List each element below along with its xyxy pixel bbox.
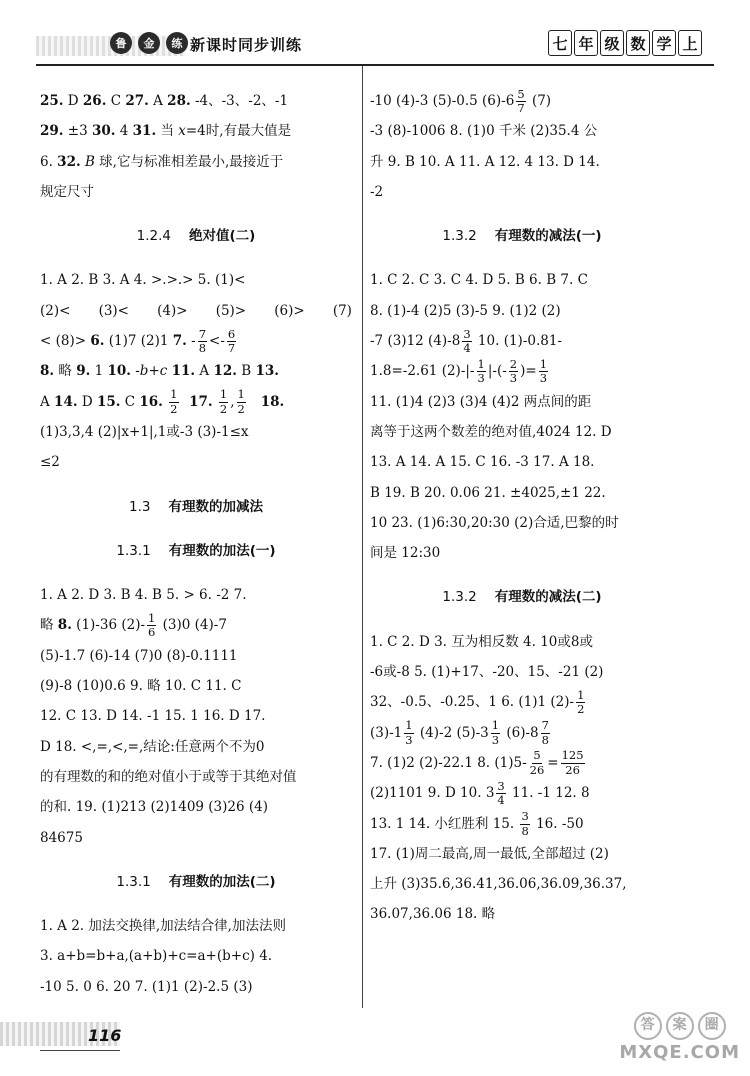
fraction: $\frac{1}{2}$ <box>237 387 245 416</box>
answer-line: (5)-1.7 (6)-14 (7)0 (8)-0.1111 <box>40 647 238 664</box>
answer-line: 32、-0.5、-0.25、1 6. (1)1 (2)- $\frac{1}{2}$ <box>370 687 585 717</box>
fraction: $\frac{5}{7}$ <box>517 86 525 115</box>
grade-char: 七 <box>548 30 572 56</box>
logo-char-icon: 金 <box>138 32 160 54</box>
fraction: $\frac{5}{26}$ <box>529 748 545 777</box>
answer-line: 11. (1)4 (2)3 (3)4 (4)2 两点间的距 <box>370 393 592 410</box>
answer-line: 3. a+b=b+a,(a+b)+c=a+(b+c) 4. <box>40 948 273 965</box>
fraction: $\frac{1}{2}$ <box>170 387 178 416</box>
answer-line: -3 (8)-1006 8. (1)0 千米 (2)35.4 公 <box>370 123 598 140</box>
answer-line: D 18. <,=,<,=,结论:任意两个不为0 <box>40 738 265 755</box>
answer-line: 1. A 2. B 3. A 4. >.>.> 5. (1)< <box>40 272 246 289</box>
section-heading: 1.3.1 有理数的加法(二) <box>116 873 276 890</box>
column-divider <box>362 66 363 1008</box>
answer-line: 17. (1)周二最高,周一最低,全部超过 (2) <box>370 845 609 862</box>
logo-char-icon: 练 <box>166 32 188 54</box>
answer-line: 1. C 2. D 3. 互为相反数 4. 10或8或 <box>370 633 593 650</box>
section-heading: 1.2.4 绝对值(二) <box>136 228 256 245</box>
fraction: $\frac{1}{2}$ <box>577 687 585 717</box>
fraction: $\frac{1}{6}$ <box>148 610 156 640</box>
fraction: $\frac{125}{26}$ <box>561 748 584 777</box>
fraction: $\frac{1}{3}$ <box>405 718 413 747</box>
answer-line: 的有理数的和的绝对值小于或等于其绝对值 <box>40 768 297 785</box>
answer-line: 13. A 14. A 15. C 16. -3 17. A 18. <box>370 454 595 471</box>
answer-line: (9)-8 (10)0.6 9. 略 10. C 11. C <box>40 678 242 695</box>
answer-line: -7 (3)12 (4)-8 $\frac{3}{4}$ 10. (1)-0.81- <box>370 326 562 356</box>
section-heading: 1.3.1 有理数的加法(一) <box>116 542 276 559</box>
answer-line: -10 5. 0 6. 20 7. (1)1 (2)-2.5 (3) <box>40 978 253 995</box>
answer-line: 10 23. (1)6:30,20:30 (2)合适,巴黎的时 <box>370 514 619 531</box>
fraction: $\frac{7}{8}$ <box>198 326 207 356</box>
right-column <box>370 86 674 930</box>
series-title: 新课时同步训练 <box>190 36 303 54</box>
answer-line: (2)1101 9. D 10. 3 $\frac{3}{4}$ 11. -1 12. 8 <box>370 778 590 808</box>
answer-line: -2 <box>370 183 384 200</box>
answer-line: 1. A 2. D 3. B 4. B 5. > 6. -2 7. <box>40 587 247 604</box>
header-rule <box>36 64 714 66</box>
answer-line: 升 9. B 10. A 11. A 12. 4 13. D 14. <box>370 153 600 170</box>
footer-rule <box>40 1050 120 1051</box>
answer-line: ≤2 <box>40 454 60 471</box>
answer-line: 1. A 2. 加法交换律,加法结合律,加法法则 <box>40 918 286 935</box>
answer-line: 36.07,36.06 18. 略 <box>370 906 496 923</box>
fraction: $\frac{2}{3}$ <box>509 356 518 386</box>
section-heading: 1.3.2 有理数的减法(一) <box>442 228 602 245</box>
answer-line: 8. 略 9. 1 10. -b+c 11. A 12. B 13. <box>40 363 279 380</box>
answer-line: 离等于这两个数差的绝对值,4024 12. D <box>370 423 612 440</box>
answer-line: 84675 <box>40 829 83 846</box>
grade-char: 级 <box>600 30 624 56</box>
grade-char: 上 <box>678 30 702 56</box>
fraction: $\frac{3}{8}$ <box>521 809 529 838</box>
page-number: 116 <box>88 1026 122 1045</box>
logo-char-icon: 鲁 <box>110 32 132 54</box>
answer-line: 29. ±3 30. 4 31. 当 x=4时,有最大值是 <box>40 123 292 140</box>
answer-line: -6或-8 5. (1)+17、-20、15、-21 (2) <box>370 664 604 681</box>
answer-line: 1.8=-2.61 (2)-|- $\frac{1}{3}$ |-(- $\frac{2}{3}$ )= $\frac{1}{3}$ <box>370 356 548 386</box>
watermark <box>619 1012 740 1063</box>
answer-line: A 14. D 15. C 16. $\frac{1}{2}$ 17. $\frac{1}{2}$ , $\frac{1}{2}$ 18. <box>40 387 285 416</box>
answer-line: 13. 1 14. 小红胜利 15. $\frac{3}{8}$ 16. -50 <box>370 809 584 838</box>
answer-line: 25. D 26. C 27. A 28. -4、-3、-2、-1 <box>40 93 289 109</box>
answer-line: 略 8. (1)-36 (2)- $\frac{1}{6}$ (3)0 (4)-7 <box>40 610 227 640</box>
watermark-url: MXQE.COM <box>619 1042 740 1063</box>
watermark-logo-icon: 答 案 圈 <box>619 1012 740 1040</box>
answer-line: 7. (1)2 (2)-22.1 8. (1)5- $\frac{5}{26}$ = $\frac{125}{26}$ <box>370 748 584 777</box>
answer-line: (2)< (3)< (4)> (5)> (6)> (7) <box>40 302 352 319</box>
answer-line: 8. (1)-4 (2)5 (3)-5 9. (1)2 (2) <box>370 302 561 319</box>
fraction: $\frac{3}{4}$ <box>463 326 471 356</box>
series-logo <box>110 32 188 54</box>
answer-line: -10 (4)-3 (5)-0.5 (6)-6 $\frac{5}{7}$ (7) <box>370 86 552 115</box>
answer-line: 间是 12:30 <box>370 545 441 562</box>
answer-line: (3)-1 $\frac{1}{3}$ (4)-2 (5)-3 $\frac{1}{3}$ (6)-8 $\frac{7}{8}$ <box>370 718 549 747</box>
fraction: $\frac{7}{8}$ <box>541 718 549 747</box>
fraction: $\frac{1}{2}$ <box>219 387 228 416</box>
answer-line: 1. C 2. C 3. C 4. D 5. B 6. B 7. C <box>370 272 588 289</box>
page-header <box>0 0 750 68</box>
answer-line: 12. C 13. D 14. -1 15. 1 16. D 17. <box>40 708 266 725</box>
answer-line: 上升 (3)35.6,36.41,36.06,36.09,36.37, <box>370 876 627 893</box>
answer-line: 6. 32. B 球,它与标准相差最小,最接近于 <box>40 153 284 170</box>
answer-line: 规定尺寸 <box>40 183 94 200</box>
left-column <box>40 86 352 1002</box>
fraction: $\frac{6}{7}$ <box>227 326 236 356</box>
grade-char: 数 <box>626 30 650 56</box>
fraction: $\frac{1}{3}$ <box>477 356 485 386</box>
grade-char: 年 <box>574 30 598 56</box>
fraction: $\frac{3}{4}$ <box>497 778 505 808</box>
grade-char: 学 <box>652 30 676 56</box>
fraction: $\frac{1}{3}$ <box>491 718 500 747</box>
answer-line: B 19. B 20. 0.06 21. ±4025,±1 22. <box>370 484 606 501</box>
section-heading: 1.3 有理数的加减法 <box>129 498 263 515</box>
answer-line: (1)3,3,4 (2)|x+1|,1或-3 (3)-1≤x <box>40 423 249 440</box>
answer-line: 的和. 19. (1)213 (2)1409 (3)26 (4) <box>40 799 269 816</box>
section-heading: 1.3.2 有理数的减法(二) <box>442 589 602 606</box>
answer-line: < (8)> 6. (1)7 (2)1 7. - $\frac{7}{8}$ <- $\frac{6}{7}$ <box>40 326 236 356</box>
fraction: $\frac{1}{3}$ <box>539 356 548 386</box>
grade-label <box>548 30 702 56</box>
